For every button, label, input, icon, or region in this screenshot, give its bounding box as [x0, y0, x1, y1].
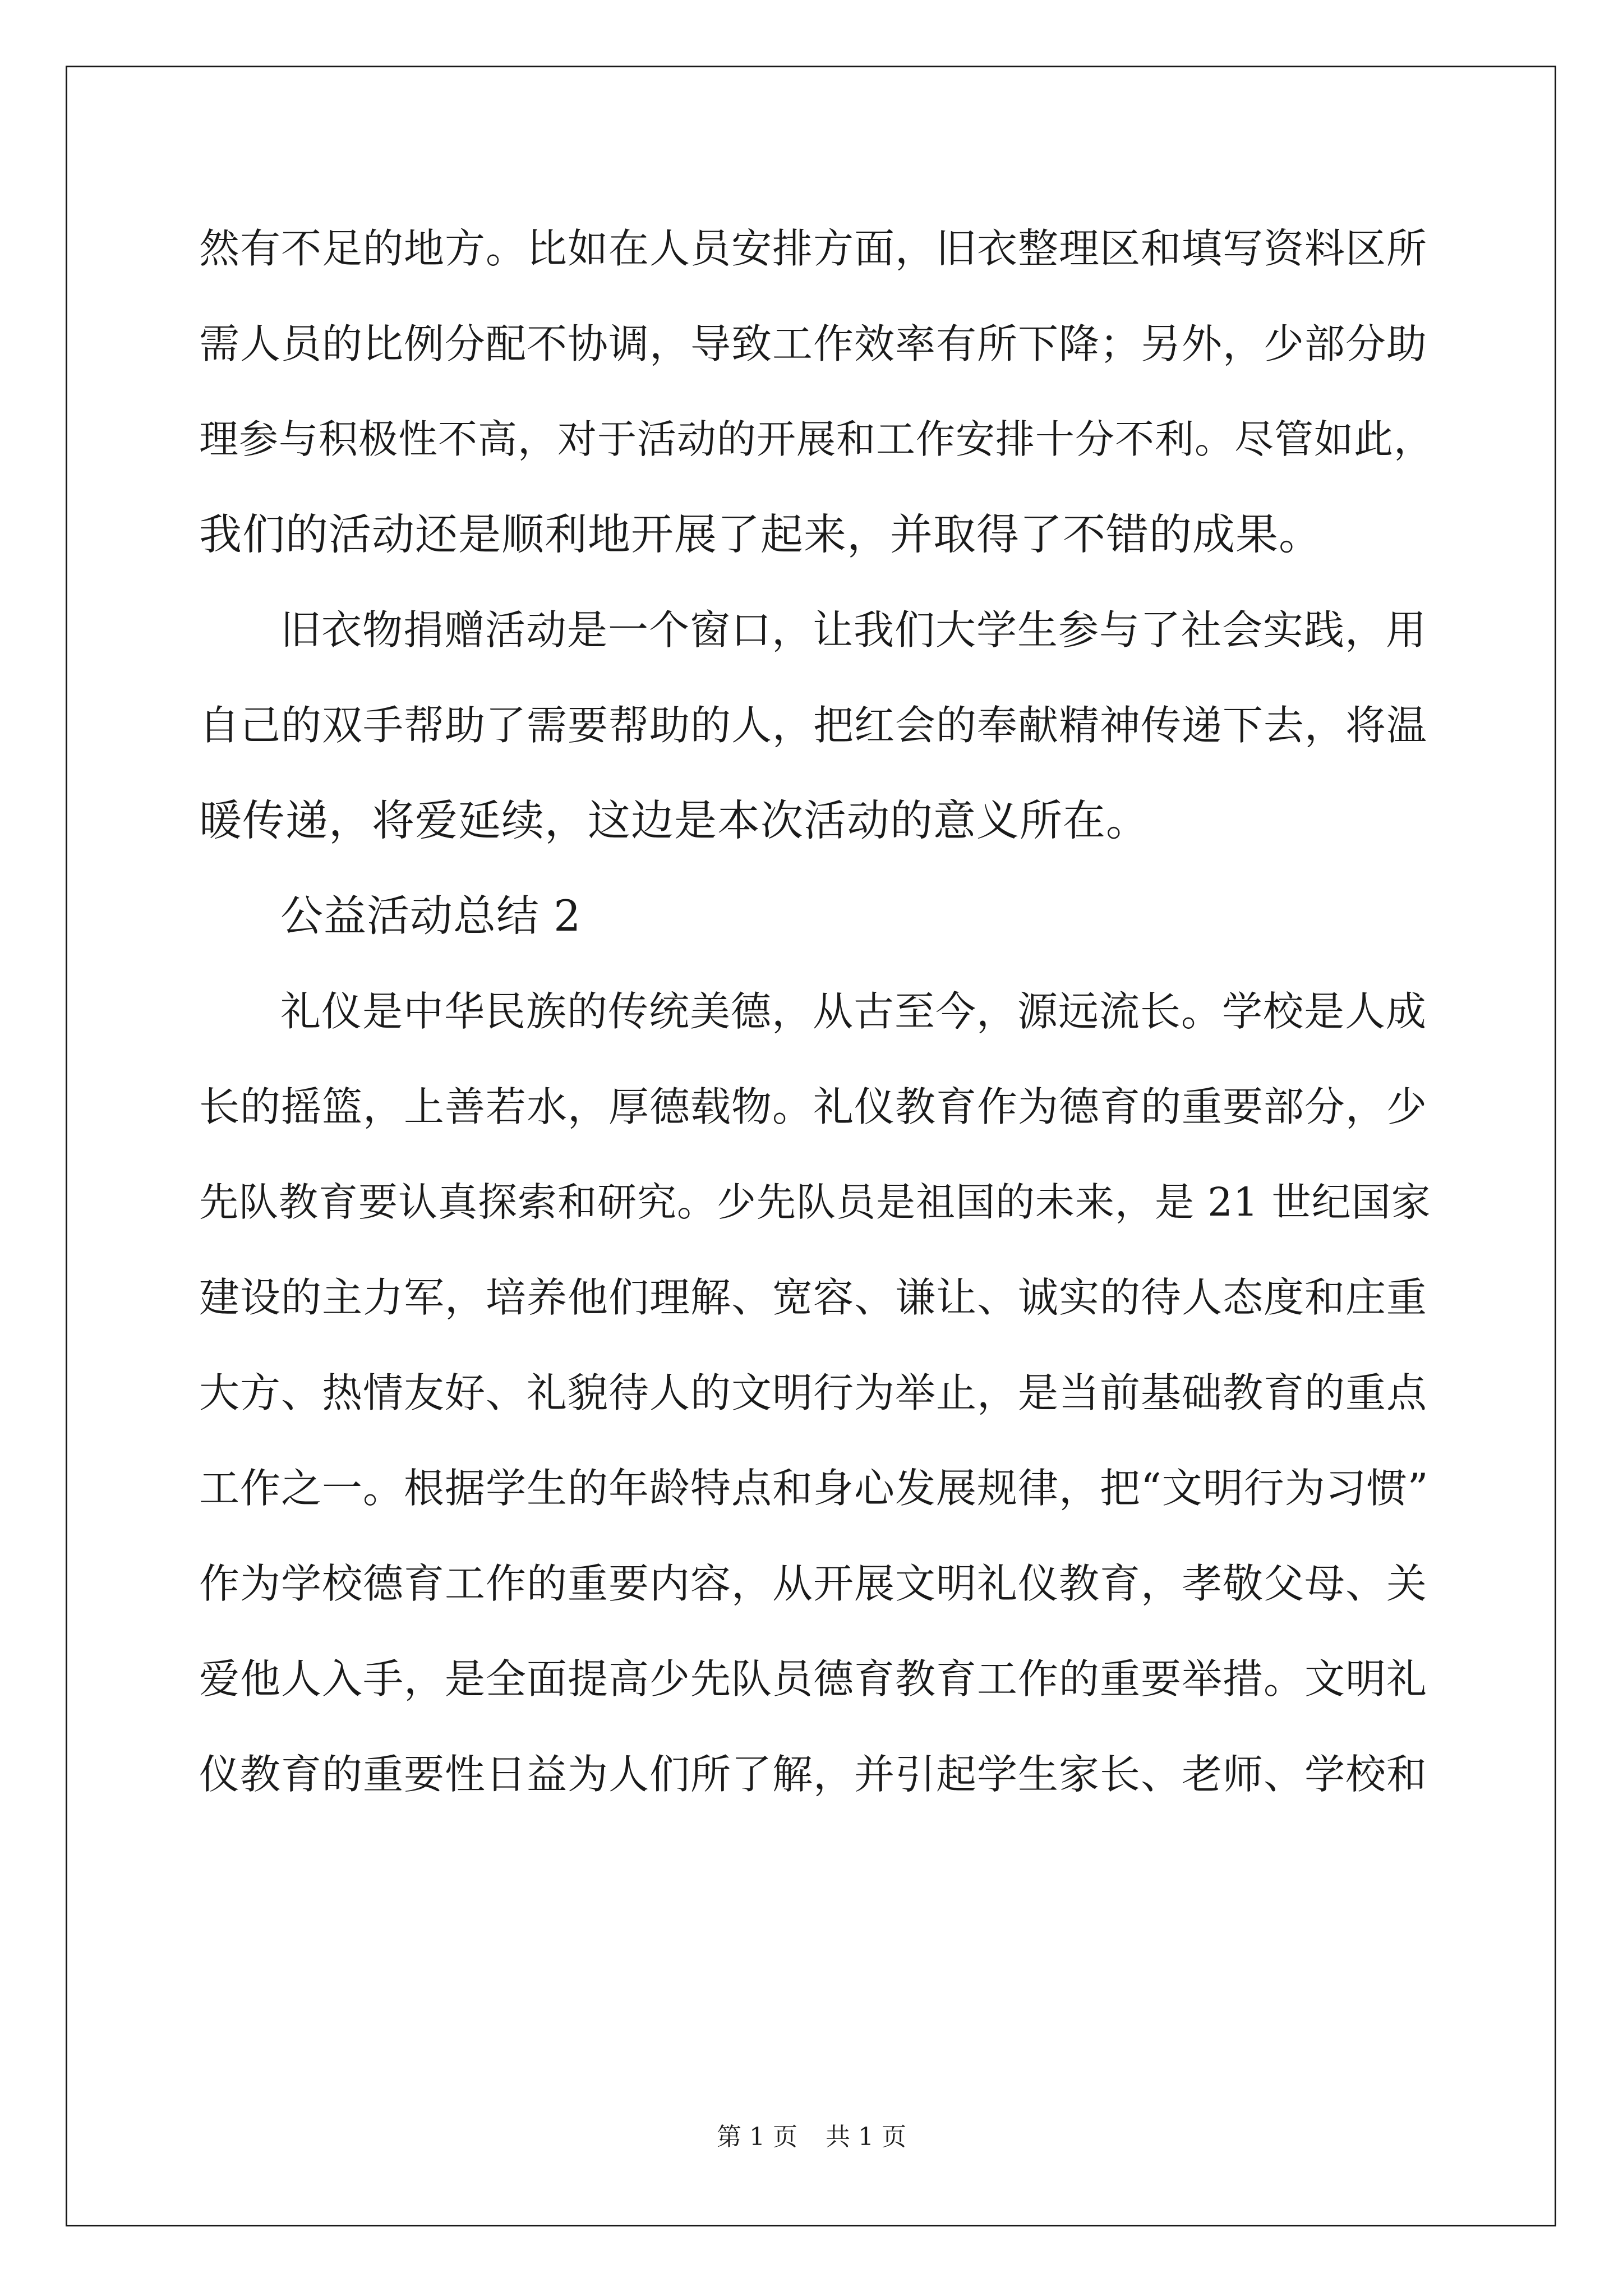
page-border	[66, 66, 1556, 2226]
text-line-1: 然有不足的地方。比如在人员安排方面，旧衣整理区和填写资料区所	[199, 225, 1428, 272]
section-heading: 公益活动总结 2	[280, 891, 582, 941]
text-line-5: 旧衣物捐赠活动是一个窗口，让我们大学生参与了社会实践，用	[280, 606, 1427, 654]
text-line-17: 仪教育的重要性日益为人们所了解，并引起学生家长、老师、学校和	[199, 1751, 1428, 1798]
text-line-15: 作为学校德育工作的重要内容，从开展文明礼仪教育，孝敬父母、关	[199, 1560, 1428, 1607]
text-line-11: 先队教育要认真探索和研究。少先队员是祖国的未来，是 21 世纪国家	[199, 1179, 1431, 1225]
page-total: 共 1 页	[826, 2123, 906, 2151]
text-line-13: 大方、热情友好、礼貌待人的文明行为举止，是当前基础教育的重点	[199, 1369, 1428, 1416]
text-line-6: 自己的双手帮助了需要帮助的人，把红会的奉献精神传递下去，将温	[199, 702, 1428, 749]
text-line-14: 工作之一。根据学生的年龄特点和身心发展规律，把“文明行为习惯”	[199, 1465, 1429, 1512]
page-number: 第 1 页	[717, 2123, 797, 2151]
text-line-4: 我们的活动还是顺利地开展了起来，并取得了不错的成果。	[199, 509, 1322, 559]
text-line-10: 长的摇篮，上善若水，厚德载物。礼仪教育作为德育的重要部分，少	[199, 1083, 1428, 1130]
page-footer	[0, 2120, 1623, 2154]
text-line-2: 需人员的比例分配不协调，导致工作效率有所下降；另外，少部分助	[199, 320, 1428, 367]
text-line-7: 暖传递，将爱延续，这边是本次活动的意义所在。	[199, 795, 1149, 845]
text-line-9: 礼仪是中华民族的传统美德，从古至今，源远流长。学校是人成	[280, 988, 1427, 1035]
text-line-16: 爱他人入手，是全面提高少先队员德育教育工作的重要举措。文明礼	[199, 1655, 1428, 1703]
text-line-3: 理参与积极性不高，对于活动的开展和工作安排十分不利。尽管如此，	[199, 416, 1433, 462]
text-line-12: 建设的主力军，培养他们理解、宽容、谦让、诚实的待人态度和庄重	[199, 1274, 1428, 1321]
